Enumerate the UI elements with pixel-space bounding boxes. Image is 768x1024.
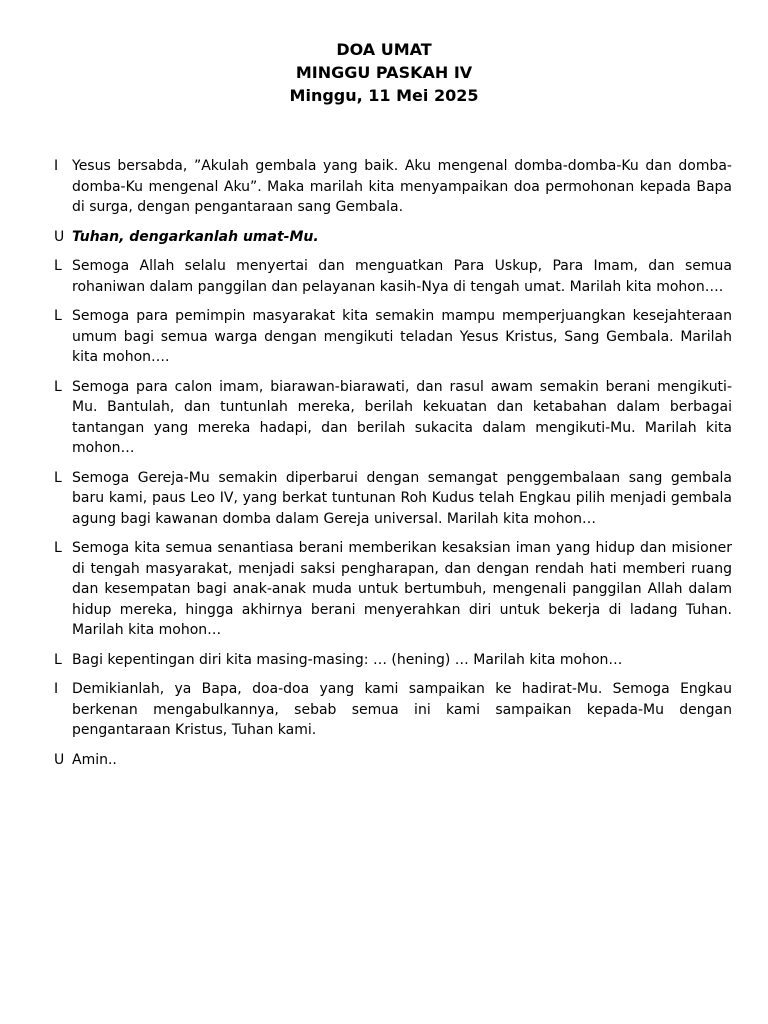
petition-entry (54, 256, 732, 297)
role-marker: L (54, 308, 62, 324)
document-header (36, 38, 732, 107)
entry-text: Yesus bersabda, ”Akulah gembala yang baik. Aku mengenal domba-domba-Ku dan domba-domba-Ku mengenal Aku”. Maka marilah kita menyampaikan doa permohonan kepada Bapa di surga, dengan pengantaraan sang Gembala. (72, 158, 732, 215)
role-marker: L (54, 469, 62, 486)
petition-entry (54, 468, 732, 530)
date-line: Minggu, 11 Mei 2025 (289, 86, 479, 105)
role-marker: L (54, 651, 62, 668)
role-marker: I (54, 158, 59, 174)
subtitle-line: MINGGU PASKAH IV (295, 63, 473, 82)
petition-entry (54, 377, 732, 459)
prayer-list (54, 156, 732, 770)
intro-entry (54, 156, 732, 218)
petition-entry (54, 306, 732, 368)
petition-entry (54, 650, 732, 671)
entry-text: Amin.. (72, 751, 117, 768)
closing-entry (54, 679, 732, 741)
role-marker: L (54, 378, 62, 395)
petition-entry (54, 538, 732, 641)
role-marker: U (54, 228, 65, 245)
entry-text: Semoga Allah selalu menyertai dan menguatkan Para Uskup, Para Imam, dan semua rohaniwan dalam panggilan dan pelayanan kasih-Nya di tengah umat. Marilah kita mohon…. (72, 258, 732, 295)
entry-text: Semoga para pemimpin masyarakat kita semakin mampu memperjuangkan kesejahteraan umum bagi semua warga dengan mengikuti teladan Yesus Kristus, Sang Gembala. Marilah kita mohon…. (72, 308, 732, 365)
title-line: DOA UMAT (336, 40, 432, 59)
entry-text: Semoga Gereja-Mu semakin diperbarui dengan semangat penggembalaan sang gembala baru kami, paus Leo IV, yang berkat tuntunan Roh Kudus telah Engkau pilih menjadi gembala agung bagi kawanan domba dalam Gereja universal. Marilah kita mohon… (72, 469, 732, 527)
role-marker: L (54, 540, 62, 556)
entry-text: Bagi kepentingan diri kita masing-masing: … (hening) … Marilah kita mohon… (72, 651, 623, 668)
entry-text: Semoga kita semua senantiasa berani memberikan kesaksian iman yang hidup dan misioner di tengah masyarakat, menjadi saksi pengharapan, dan dengan rendah hati memberi ruang dan kesempatan bagi anak-anak muda untuk bertumbuh, mengenali panggilan Allah dalam hidup mereka, hingga akhirnya berani menyerahkan diri untuk bekerja di ladang Tuhan. Marilah kita mohon… (72, 540, 732, 638)
entry-text: Demikianlah, ya Bapa, doa-doa yang kami sampaikan ke hadirat-Mu. Semoga Engkau berkenan mengabulkannya, sebab semua ini kami sampaikan kepada-Mu dengan pengantaraan Kristus, Tuhan kami. (72, 681, 732, 738)
role-marker: U (54, 751, 65, 768)
role-marker: I (54, 681, 59, 697)
response-text: Tuhan, dengarkanlah umat-Mu. (72, 228, 319, 245)
response-entry (54, 227, 732, 248)
role-marker: L (54, 258, 62, 274)
amen-entry (54, 750, 732, 771)
entry-text: Semoga para calon imam, biarawan-biarawati, dan rasul awam semakin berani mengikuti-Mu. Bantulah, dan tuntunlah mereka, berilah kekuatan dan ketabahan dalam berbagai tantangan yang mereka hadapi, dan berilah sukacita dalam mengikuti-Mu. Marilah kita mohon… (72, 378, 732, 456)
